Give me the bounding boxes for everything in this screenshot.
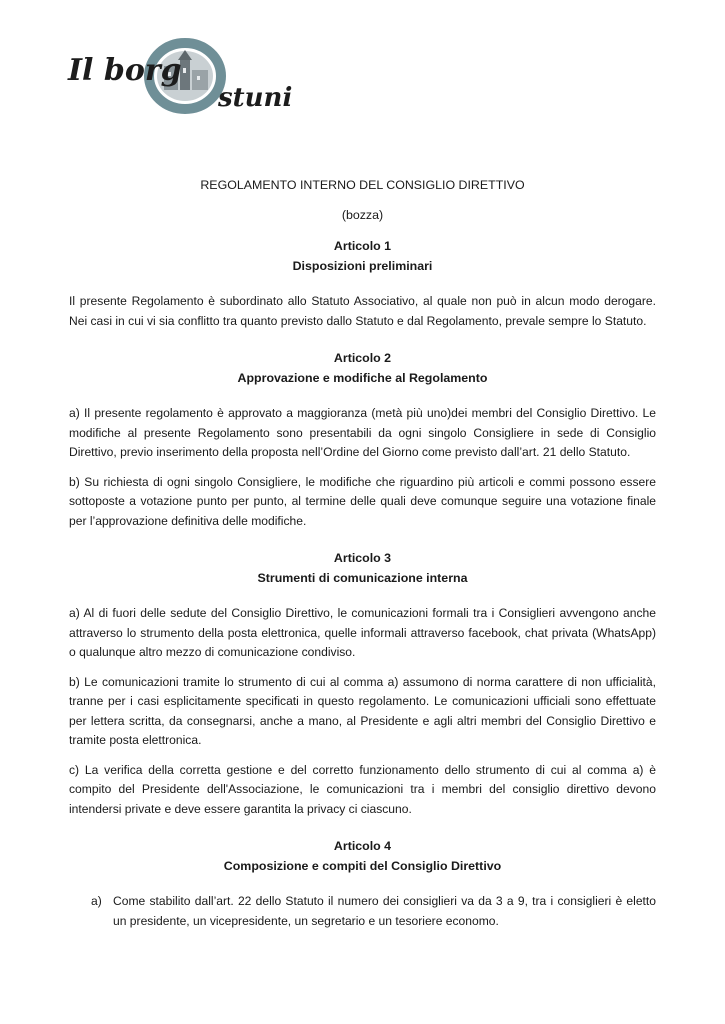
list-marker: a) (91, 894, 102, 908)
list-item (69, 892, 656, 931)
article-number: Articolo 1 (333, 239, 392, 253)
article-heading: Composizione e compiti del Consiglio Direttivo (223, 859, 502, 873)
association-logo (66, 36, 316, 122)
document-title: REGOLAMENTO INTERNO DEL CONSIGLIO DIRETTIVO (200, 178, 525, 192)
article-number: Articolo 3 (333, 551, 392, 565)
logo-text-right: stuni (218, 83, 293, 113)
article-paragraph: b) Su richiesta di ogni singolo Consigliere, le modifiche che riguardino più articoli e commi possono essere sottoposte a votazione punto per punto, al termine delle quali deve comunque seguire una votazione finale per l’approvazione definitiva delle modifiche. (69, 474, 656, 528)
article-4 (69, 836, 656, 931)
article-heading: Strumenti di comunicazione interna (257, 571, 468, 585)
article-1 (69, 236, 656, 331)
article-paragraph: c) La verifica della corretta gestione e del corretto funzionamento dello strumento di cui al comma a) è compito del Presidente dell'Associazione, le comunicazioni tra i membri del consiglio direttivo devono intendersi private e deve essere garantita la privacy ci ciascuno. (69, 762, 656, 816)
article-paragraph: a) Al di fuori delle sedute del Consiglio Direttivo, le comunicazioni formali tra i Consiglieri avvengono anche attraverso lo strumento della posta elettronica, quelle informali attraverso facebook, chat privata (WhatsApp) o qualunque altro mezzo di comunicazione condiviso. (69, 606, 656, 659)
article-paragraph: b) Le comunicazioni tramite lo strumento di cui al comma a) assumono di norma carattere di non ufficialità, tranne per i casi esplicitamente specificati in questo regolamento. Le comunicazioni ufficiali sono effettuate per lettera scritta, da consegnarsi, anche a mano, al Presidente e agli altri membri del Consiglio Direttivo e tramite posta elettronica. (69, 674, 656, 747)
document-body (69, 176, 656, 948)
document-subtitle: (bozza) (341, 207, 384, 222)
article-heading: Approvazione e modifiche al Regolamento (237, 371, 488, 385)
logo-text-left: Il borg (68, 53, 182, 88)
article-paragraph: Il presente Regolamento è subordinato allo Statuto Associativo, al quale non può in alcun modo derogare. Nei casi in cui vi sia conflitto tra quanto previsto dallo Statuto e dal Regolamento, prevale sempre lo Statuto. (69, 294, 656, 328)
article-heading: Disposizioni preliminari (292, 259, 433, 273)
article-2 (69, 348, 656, 531)
article-3 (69, 548, 656, 819)
article-number: Articolo 4 (333, 839, 392, 853)
article-paragraph: a) Il presente regolamento è approvato a maggioranza (metà più uno)dei membri del Consiglio Direttivo. Le modifiche al presente Regolamento sono presentabili da ogni singolo Consigliere in sede di Consiglio Direttivo, previo inserimento della proposta nell’Ordine del Giorno come previsto dall’art. 21 dello Statuto. (69, 406, 656, 459)
list-text: Come stabilito dall’art. 22 dello Statuto il numero dei consiglieri va da 3 a 9, tra i consiglieri è eletto un presidente, un vicepresidente, un segretario e un tesoriere economo. (113, 894, 656, 928)
article-number: Articolo 2 (333, 351, 392, 365)
